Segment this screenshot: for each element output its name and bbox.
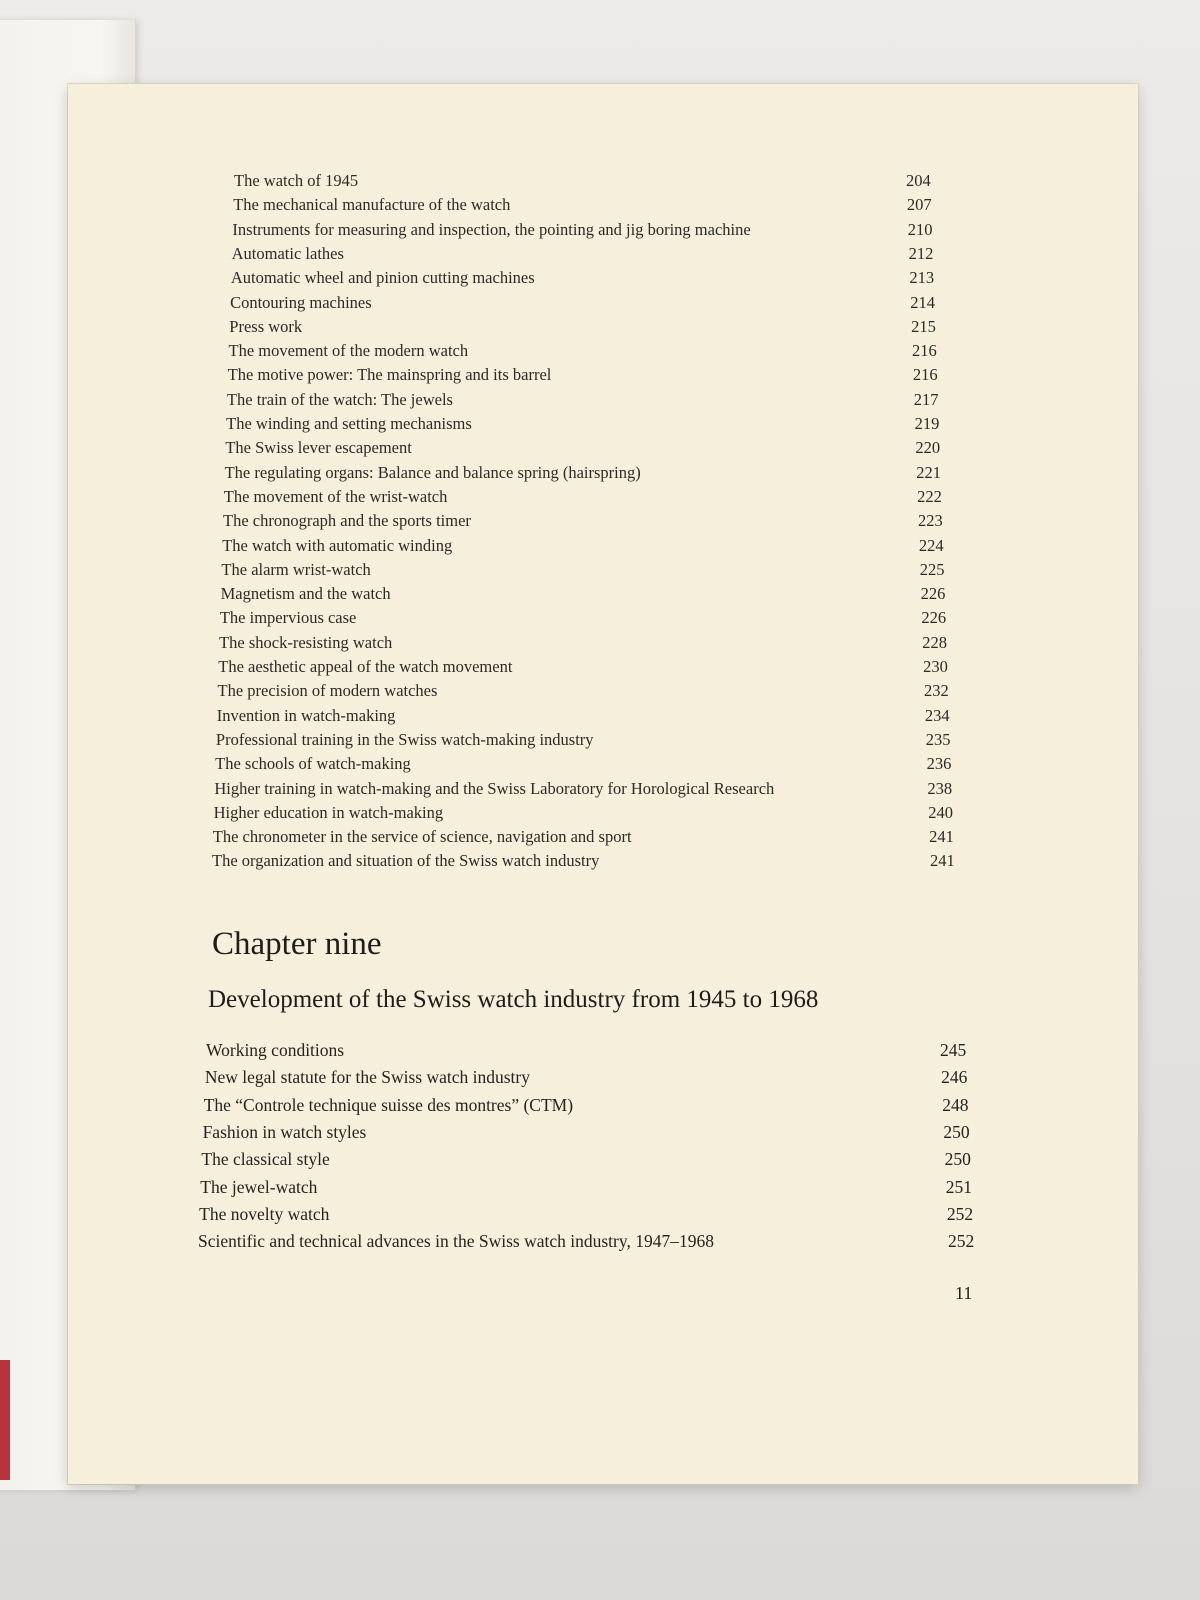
toc-entry bbox=[229, 317, 951, 341]
toc-entry-page: 234 bbox=[924, 705, 950, 725]
toc-entry bbox=[230, 293, 950, 317]
toc-entry-title: Press work bbox=[229, 316, 303, 336]
toc-entry-page: 250 bbox=[943, 1121, 970, 1142]
toc-entry bbox=[231, 268, 950, 292]
toc-entry-title: The jewel-watch bbox=[200, 1176, 318, 1197]
toc-entry bbox=[219, 633, 962, 657]
page-number: 11 bbox=[955, 1283, 973, 1303]
toc-entry bbox=[200, 1177, 985, 1201]
toc-entry bbox=[217, 706, 965, 730]
toc-entry-title: The chronometer in the service of science, navigation and sport bbox=[212, 827, 632, 847]
toc-entry-page: 207 bbox=[906, 195, 932, 215]
toc-entry-title: The mechanical manufacture of the watch bbox=[233, 195, 511, 215]
toc-entry-page: 210 bbox=[907, 219, 933, 239]
toc-entry-page: 221 bbox=[916, 462, 942, 482]
toc-entry-page: 252 bbox=[948, 1231, 975, 1252]
toc-entry bbox=[233, 195, 947, 219]
toc-entry-title: The movement of the modern watch bbox=[228, 341, 469, 361]
toc-entry bbox=[225, 438, 955, 462]
toc-entry-page: 235 bbox=[925, 729, 951, 749]
toc-entry bbox=[218, 657, 963, 681]
toc-entry bbox=[198, 1231, 988, 1255]
toc-entry-page: 216 bbox=[912, 341, 937, 361]
toc-entry-title: Invention in watch-making bbox=[216, 705, 396, 725]
toc-entry bbox=[212, 851, 970, 875]
toc-entry-page: 225 bbox=[919, 559, 945, 579]
toc-entry-title: Fashion in watch styles bbox=[202, 1121, 367, 1142]
toc-entry-title: The watch with automatic winding bbox=[222, 535, 453, 555]
toc-entry-title: The motive power: The mainspring and its barrel bbox=[227, 365, 552, 385]
toc-entry-page: 230 bbox=[923, 657, 948, 676]
toc-entry-title: The watch of 1945 bbox=[234, 171, 359, 190]
toc-entry-title: Working conditions bbox=[206, 1040, 345, 1060]
toc-entry-title: New legal statute for the Swiss watch industry bbox=[204, 1067, 530, 1088]
toc-entry-title: The train of the watch: The jewels bbox=[226, 389, 453, 409]
toc-entry-page: 251 bbox=[945, 1176, 972, 1197]
toc-entry-page: 228 bbox=[922, 632, 948, 652]
toc-entry bbox=[226, 414, 954, 438]
toc-entry-page: 226 bbox=[920, 584, 946, 604]
toc-entry-title: The Swiss lever escapement bbox=[225, 438, 412, 458]
toc-entry-title: The shock-resisting watch bbox=[219, 632, 393, 652]
toc-entry bbox=[228, 365, 953, 389]
toc-entry-title: Magnetism and the watch bbox=[220, 584, 391, 604]
toc-entry-title: The novelty watch bbox=[199, 1203, 330, 1224]
toc-entry bbox=[224, 487, 957, 511]
toc-entry-page: 248 bbox=[942, 1094, 969, 1115]
toc-entry-page: 232 bbox=[924, 681, 949, 701]
toc-entry-page: 204 bbox=[906, 171, 931, 190]
toc-entry bbox=[227, 390, 954, 414]
toc-entry-title: Scientific and technical advances in the Swiss watch industry, 1947–1968 bbox=[198, 1231, 714, 1252]
toc-entry-page: 240 bbox=[928, 802, 954, 822]
toc-entry-title: Automatic wheel and pinion cutting machines bbox=[230, 268, 535, 288]
book-cover-edge bbox=[0, 1360, 10, 1480]
toc-entry bbox=[218, 681, 965, 705]
toc-entry-title: Higher training in watch-making and the Swiss Laboratory for Horological Research bbox=[214, 778, 775, 798]
toc-entry-page: 241 bbox=[930, 851, 955, 871]
toc-entry-title: The chronograph and the sports timer bbox=[223, 511, 471, 531]
toc-entry-page: 217 bbox=[913, 389, 939, 409]
toc-entry-page: 212 bbox=[908, 243, 934, 263]
toc-entry-page: 236 bbox=[926, 754, 952, 774]
toc-entry bbox=[204, 1095, 983, 1119]
toc-entry-title: The precision of modern watches bbox=[217, 681, 438, 701]
toc-entry-title: Contouring machines bbox=[230, 292, 372, 312]
toc-entry-title: The regulating organs: Balance and balance spring (hairspring) bbox=[224, 462, 641, 482]
toc-entry-page: 250 bbox=[944, 1149, 971, 1170]
toc-entry bbox=[229, 341, 953, 365]
toc-entry bbox=[221, 584, 961, 608]
toc-entry-title: Higher education in watch-making bbox=[213, 802, 444, 822]
toc-entry bbox=[232, 244, 949, 268]
toc-entry-page: 241 bbox=[929, 827, 954, 847]
chapter-title: Development of the Swiss watch industry from 1945 to 1968 bbox=[208, 986, 819, 1013]
toc-entry bbox=[234, 171, 946, 195]
toc-entry bbox=[206, 1040, 980, 1064]
toc-entry-title: The movement of the wrist-watch bbox=[223, 486, 448, 506]
toc-entry bbox=[203, 1122, 984, 1146]
toc-entry-title: The schools of watch-making bbox=[215, 754, 411, 774]
toc-entry-page: 219 bbox=[914, 414, 940, 433]
toc-entry-page: 214 bbox=[910, 292, 936, 312]
toc-entry bbox=[205, 1067, 981, 1091]
toc-entry bbox=[199, 1204, 987, 1228]
toc-entry-page: 224 bbox=[918, 535, 944, 555]
toc-entry-page: 246 bbox=[941, 1067, 968, 1088]
toc-entry bbox=[221, 560, 959, 584]
toc-entry bbox=[225, 463, 957, 487]
toc-entry-title: The alarm wrist-watch bbox=[221, 559, 371, 579]
toc-entry-title: Professional training in the Swiss watch-making industry bbox=[215, 729, 594, 749]
toc-entry-page: 238 bbox=[927, 778, 953, 798]
toc-entry-page: 223 bbox=[918, 511, 943, 531]
toc-entry bbox=[201, 1149, 984, 1173]
toc-entry-page: 213 bbox=[909, 268, 935, 288]
toc-entry bbox=[213, 827, 969, 851]
toc-entry-title: The “Controle technique suisse des montres” (CTM) bbox=[203, 1094, 574, 1115]
toc-entry-title: Instruments for measuring and inspection, the pointing and jig boring machine bbox=[232, 219, 751, 239]
toc-entry bbox=[214, 779, 967, 803]
toc-entry-title: The winding and setting mechanisms bbox=[226, 414, 472, 433]
toc-entry-page: 222 bbox=[917, 486, 942, 506]
toc-entry-page: 215 bbox=[911, 316, 936, 336]
toc-entry-page: 245 bbox=[940, 1040, 967, 1060]
toc-entry-page: 252 bbox=[946, 1203, 974, 1224]
toc-entry-title: The classical style bbox=[201, 1149, 330, 1170]
toc-entry-title: Automatic lathes bbox=[231, 243, 344, 263]
toc-entry-title: The aesthetic appeal of the watch movement bbox=[218, 657, 513, 676]
toc-entry-title: The organization and situation of the Swiss watch industry bbox=[212, 851, 600, 871]
toc-entry bbox=[220, 608, 962, 632]
toc-entry bbox=[222, 536, 959, 560]
toc-entry bbox=[216, 730, 966, 754]
toc-entry-page: 216 bbox=[912, 365, 938, 385]
toc-entry-page: 226 bbox=[921, 608, 947, 628]
toc-entry bbox=[223, 511, 958, 535]
chapter-label: Chapter nine bbox=[212, 926, 382, 962]
toc-entry-title: The impervious case bbox=[219, 608, 357, 628]
toc-entry bbox=[215, 754, 966, 778]
toc-entry bbox=[232, 220, 947, 244]
toc-entry-page: 220 bbox=[915, 438, 941, 458]
toc-entry bbox=[214, 803, 969, 827]
